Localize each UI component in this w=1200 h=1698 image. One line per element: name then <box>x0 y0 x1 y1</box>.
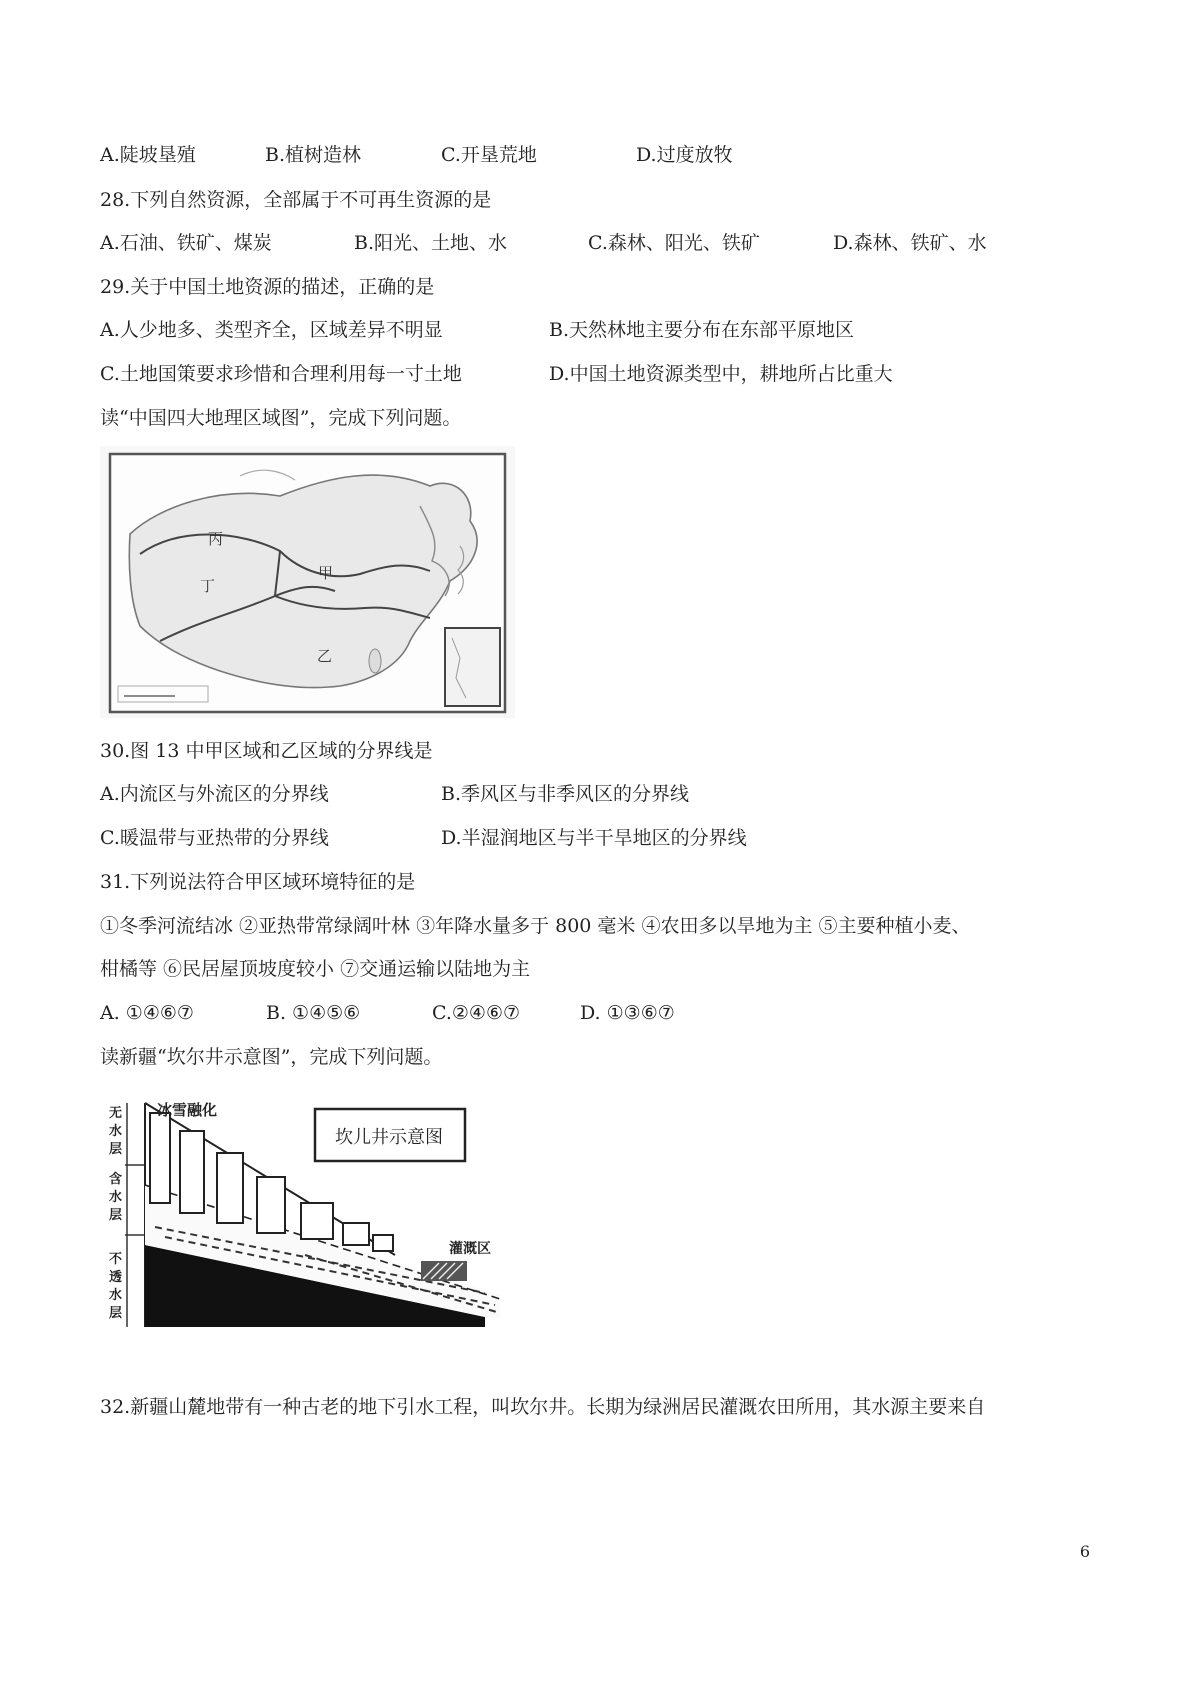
q31-option-c: C.②④⑥⑦ <box>432 1002 521 1024</box>
q30-stem: 30.图 13 中甲区域和乙区域的分界线是 <box>100 740 433 762</box>
q29-option-b: B.天然林地主要分布在东部平原地区 <box>549 319 855 341</box>
q27-option-b: B.植树造林 <box>265 144 362 166</box>
karez-diagram <box>105 1095 505 1335</box>
layer-no-water-char2: 水 <box>109 1124 123 1139</box>
q29-option-c: C.土地国策要求珍惜和合理利用每一寸土地 <box>100 363 462 385</box>
snowmelt-label: 冰雪融化 <box>157 1101 218 1119</box>
q31-option-a: A. ①④⑥⑦ <box>100 1002 194 1024</box>
q31-statements-line1: ①冬季河流结冰 ②亚热带常绿阔叶林 ③年降水量多于 800 毫米 ④农田多以旱地为主 ⑤主要种植小麦、 <box>100 915 971 937</box>
q29-option-a: A.人少地多、类型齐全，区域差异不明显 <box>100 319 443 341</box>
q30-option-a: A.内流区与外流区的分界线 <box>100 783 329 805</box>
q28-option-a: A.石油、铁矿、煤炭 <box>100 232 272 254</box>
q31-option-d: D. ①③⑥⑦ <box>580 1002 675 1024</box>
q31-option-b: B. ①④⑤⑥ <box>266 1002 361 1024</box>
map-label-ding: 丁 <box>200 577 216 595</box>
q28-stem: 28.下列自然资源，全部属于不可再生资源的是 <box>100 189 492 211</box>
q32-stem: 32.新疆山麓地带有一种古老的地下引水工程，叫坎尔井。长期为绿洲居民灌溉农田所用，其水源主要来自 <box>100 1396 986 1418</box>
layer-no-water-char1: 无 <box>109 1106 123 1121</box>
q31-statements-line2: 柑橘等 ⑥民居屋顶坡度较小 ⑦交通运输以陆地为主 <box>100 958 531 980</box>
q30-option-c: C.暖温带与亚热带的分界线 <box>100 827 329 849</box>
layer-impermeable-char4: 层 <box>109 1306 123 1321</box>
q28-option-b: B.阳光、土地、水 <box>354 232 508 254</box>
map-label-jia: 甲 <box>318 564 334 582</box>
layer-no-water-char3: 层 <box>109 1142 123 1157</box>
q28-option-d: D.森林、铁矿、水 <box>833 232 987 254</box>
map-label-yi: 乙 <box>317 647 333 665</box>
q30-option-d: D.半湿润地区与半干旱地区的分界线 <box>441 827 747 849</box>
layer-impermeable-char1: 不 <box>109 1252 123 1267</box>
q29-stem: 29.关于中国土地资源的描述，正确的是 <box>100 276 435 298</box>
layer-aquifer-char3: 层 <box>109 1208 123 1223</box>
layer-aquifer-char1: 含 <box>109 1172 123 1187</box>
karez-title: 坎儿井示意图 <box>335 1127 443 1148</box>
layer-impermeable-char3: 水 <box>109 1288 123 1303</box>
q27-option-c: C.开垦荒地 <box>441 144 537 166</box>
page-number: 6 <box>1079 1542 1090 1561</box>
q31-stem: 31.下列说法符合甲区域环境特征的是 <box>100 871 416 893</box>
q27-option-d: D.过度放牧 <box>636 144 733 166</box>
q28-option-c: C.森林、阳光、铁矿 <box>588 232 760 254</box>
q30-option-b: B.季风区与非季风区的分界线 <box>441 783 690 805</box>
q27-option-a: A.陡坡垦殖 <box>100 144 196 166</box>
map-intro: 读“中国四大地理区域图”，完成下列问题。 <box>100 407 462 429</box>
q29-option-d: D.中国土地资源类型中，耕地所占比重大 <box>549 363 893 385</box>
karez-intro: 读新疆“坎尔井示意图”，完成下列问题。 <box>100 1046 443 1068</box>
china-regions-map <box>100 446 515 718</box>
irrigation-area-label: 灌溉区 <box>449 1241 491 1257</box>
layer-aquifer-char2: 水 <box>109 1190 123 1205</box>
layer-impermeable-char2: 透 <box>109 1270 123 1285</box>
map-label-bing: 丙 <box>208 530 224 548</box>
